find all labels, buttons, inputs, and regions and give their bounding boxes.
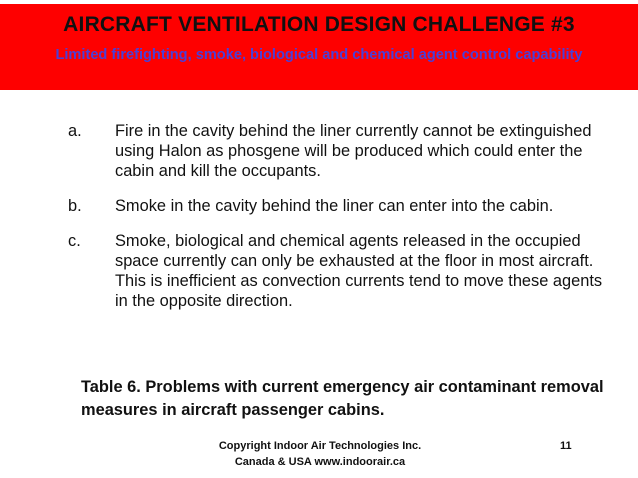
list-item-text: Fire in the cavity behind the liner currently cannot be extinguished using Halon as phosgene will be produced which could enter the cabin and kill the occupants. <box>115 122 592 180</box>
table-caption: Table 6. Problems with current emergency air contaminant removal measures in aircraft passenger cabins. <box>81 378 604 419</box>
copyright-notice <box>200 438 440 470</box>
copyright-line-1: Copyright Indoor Air Technologies Inc. <box>218 440 422 452</box>
slide-title: AIRCRAFT VENTILATION DESIGN CHALLENGE #3 <box>63 13 575 36</box>
title-banner <box>0 4 638 90</box>
problem-list <box>68 121 613 326</box>
list-item <box>68 121 613 181</box>
list-item-letter: c. <box>68 232 81 250</box>
list-item <box>68 231 613 311</box>
slide-subtitle: Limited firefighting, smoke, biological and chemical agent control capability <box>55 47 583 63</box>
list-item <box>68 196 613 216</box>
list-item-text: Smoke, biological and chemical agents released in the occupied space currently can only be exhausted at the floor in most aircraft. This is inefficient as convection currents tend to move these agents in the opposite direction. <box>115 232 603 310</box>
page-number: 11 <box>560 440 572 452</box>
list-item-letter: b. <box>68 197 82 215</box>
list-item-text: Smoke in the cavity behind the liner can enter into the cabin. <box>115 197 554 215</box>
list-item-letter: a. <box>68 122 82 140</box>
copyright-line-2: Canada & USA www.indoorair.ca <box>234 456 406 468</box>
